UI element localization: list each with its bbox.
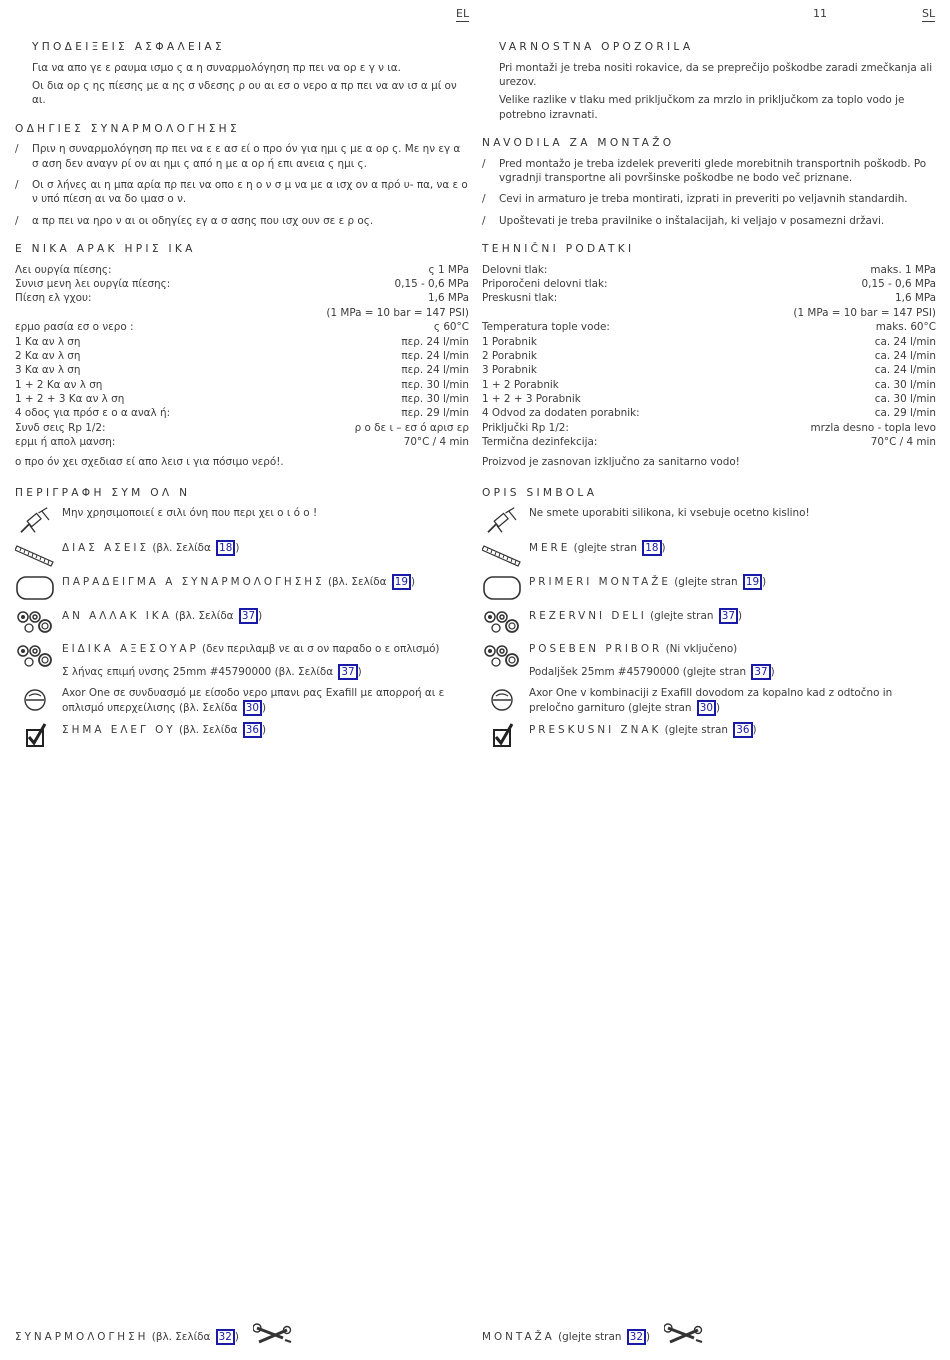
- page-link-37[interactable]: 37: [338, 664, 357, 680]
- el-assembly-item: / α πρ πει να ηρο ν αι οι οδηγίες εγ α σ ασης που ισχ ουν σε ε ρ ος.: [15, 214, 374, 227]
- page-link-32[interactable]: 32: [216, 1329, 235, 1345]
- tech-key: 1 + 2 + 3 Κα αν λ ση: [15, 392, 125, 405]
- page-link-18[interactable]: 18: [216, 540, 235, 556]
- tech-row: [15, 406, 469, 420]
- tech-key: Delovni tlak:: [482, 263, 548, 276]
- sl-symbol-exafill: Axor One v kombinaciji z Exafill dovodom za kopalno kad z odtočno in preločno garnituro (glejte stran 30 ): [482, 686, 936, 716]
- tech-key: 3 Porabnik: [482, 364, 537, 377]
- silicone-gun-icon: [15, 506, 55, 534]
- tech-row: [482, 406, 936, 420]
- rounded-rect-icon: [15, 574, 55, 602]
- el-symbol-exafill: Axor One σε συνδυασμό με είσοδο νερο μπανι ρας Exafill με απορροή αι ε οπλισμό υπερχείλισης (βλ. Σελίδα 30 ): [15, 686, 469, 716]
- tech-row: [15, 263, 469, 277]
- wrench-icon: [664, 1322, 704, 1352]
- sl-symbol-special: POSEBEN PRIBOR (Ni vključeno) Podaljšek 25mm #45790000 (glejte stran 37 ): [482, 642, 936, 679]
- sl-symbol-example: PRIMERI MONTAŽE (glejte stran 19 ): [482, 574, 936, 602]
- tech-row: [482, 320, 936, 334]
- sl-symbol-silicone: Ne smete uporabiti silikona, ki vsebuje ocetno kislino!: [482, 506, 936, 534]
- tech-row: [482, 277, 936, 291]
- sl-symbol-dimensions: MERE (glejte stran 18 ): [482, 540, 936, 568]
- ruler-icon: [15, 540, 55, 568]
- tech-value: περ. 30 l/min: [401, 392, 469, 405]
- tech-value: ca. 30 l/min: [874, 378, 936, 391]
- slovenian-column: [482, 36, 936, 756]
- sl-assembly-item: / Pred montažo je treba izdelek preveriti glede morebitnih transportnih poškodb. Po vgradnji transportne ali površinske poškodbe ne bodo več priznane.: [482, 157, 927, 185]
- sl-assembly-footer: MONTAŽA (glejte stran 32 ): [482, 1322, 704, 1352]
- tech-value: 1,6 MPa: [895, 292, 936, 305]
- tech-value: ca. 24 l/min: [874, 364, 936, 377]
- tech-value: mrzla desno - topla levo: [810, 421, 936, 434]
- tech-key: 2 Κα αν λ ση: [15, 349, 81, 362]
- tech-key: 3 Κα αν λ ση: [15, 364, 81, 377]
- accessories-icon: [15, 642, 55, 670]
- tech-value: 0,15 - 0,6 MPa: [394, 278, 469, 291]
- checkmark-box-icon: [15, 722, 55, 750]
- el-safety-line: Για να απο γε ε ραυμα ισμο ς α η συναρμολόγηση πρ πει να ορ ε γ ν ια.: [32, 61, 401, 74]
- sl-tech-title: TEHNIČNI PODATKI: [482, 243, 635, 256]
- tech-key: 1 + 2 + 3 Porabnik: [482, 392, 581, 405]
- tech-key: Συνδ σεις Rp 1/2:: [15, 421, 106, 434]
- el-symbol-silicone: Μην χρησιμοποιεί ε σιλι όνη που περι χει ο ι ό ο !: [15, 506, 469, 534]
- tech-value: περ. 29 l/min: [401, 407, 469, 420]
- tech-value: περ. 30 l/min: [401, 378, 469, 391]
- tech-key: Priključki Rp 1/2:: [482, 421, 569, 434]
- tech-key: Συνισ μενη λει ουργία πίεσης:: [15, 278, 171, 291]
- page-number: 11: [813, 7, 827, 20]
- sl-assembly-item: / Cevi in armaturo je treba montirati, izprati in preveriti po veljavnih standardih.: [482, 193, 908, 206]
- tech-key: 4 Odvod za dodaten porabnik:: [482, 407, 640, 420]
- page-link-37[interactable]: 37: [751, 664, 770, 680]
- greek-column: [15, 36, 469, 756]
- el-symbols-title: ΠΕΡΙΓΡΑΦΗ ΣΥΜ ΟΛ Ν: [15, 486, 191, 499]
- tech-row: [482, 335, 936, 349]
- tech-row: [482, 291, 936, 305]
- el-symbol-example: ΠΑΡΑΔΕΙΓΜΑ Α ΣΥΝΑΡΜΟΛΟΓΗΣΗΣ (βλ. Σελίδα 19 ): [15, 574, 469, 602]
- tech-row: [482, 263, 936, 277]
- sl-safety-line: Velike razlike v tlaku med priključkom za mrzlo in priključkom za toplo vodo je potrebno izravnati.: [499, 94, 905, 121]
- right-language-code: SL: [922, 7, 936, 20]
- el-safety-title: ΥΠΟΔΕΙΞΕΙΣ ΑΣΦΑΛΕΙΑΣ: [32, 41, 225, 53]
- el-symbol-dimensions: ΔΙΑΣ ΑΣΕΙΣ (βλ. Σελίδα 18 ): [15, 540, 469, 568]
- page-link-37[interactable]: 37: [719, 608, 738, 624]
- sl-safety-title: VARNOSTNA OPOZORILA: [499, 41, 694, 53]
- tech-value: ca. 29 l/min: [874, 407, 936, 420]
- el-assembly-footer: ΣΥΝΑΡΜΟΛΟΓΗΣΗ (βλ. Σελίδα 32 ): [15, 1322, 293, 1352]
- spare-parts-icon: [15, 608, 55, 636]
- tech-value: 70°C / 4 min: [403, 436, 469, 449]
- sl-symbol-test: PRESKUSNI ZNAK (glejte stran 36 ): [482, 722, 936, 750]
- tech-key: 1 Porabnik: [482, 335, 537, 348]
- tech-row: [482, 421, 936, 435]
- tech-value: ca. 24 l/min: [874, 335, 936, 348]
- page-link-18[interactable]: 18: [642, 540, 661, 556]
- spare-parts-icon: [482, 608, 522, 636]
- tech-value: ς 1 MPa: [428, 263, 469, 276]
- tech-value: περ. 24 l/min: [401, 364, 469, 377]
- el-assembly-item: / Πριν η συναρμολόγηση πρ πει να ε ε ασ εί ο προ όν για ημι ς με α ορ ς. Με ην εγ α σ αση δεν αναγν ρί ον αι ημι ς από η με α ορ ή επι ανεια ς ημι ς.: [15, 143, 461, 170]
- tech-row: [482, 349, 936, 363]
- sl-assembly-title: NAVODILA ZA MONTAŽO: [482, 137, 675, 150]
- tech-value: ρ ο δε ι – εσ ό αρισ ερ: [354, 421, 469, 434]
- tech-row: [15, 335, 469, 349]
- el-symbol-test: ΣΗΜΑ ΕΛΕΓ ΟΥ (βλ. Σελίδα 36 ): [15, 722, 469, 750]
- tech-value: ca. 30 l/min: [874, 392, 936, 405]
- tech-row: [15, 435, 469, 449]
- tech-row: [482, 378, 936, 392]
- tech-value: 0,15 - 0,6 MPa: [861, 278, 936, 291]
- sl-safety-line: Pri montaži je treba nositi rokavice, da se preprečijo poškodbe zaradi zmečkanja ali urezov.: [499, 61, 933, 88]
- tech-value: περ. 24 l/min: [401, 335, 469, 348]
- page-link-36[interactable]: 36: [243, 722, 262, 738]
- tech-row: [15, 277, 469, 291]
- el-safety-line: Οι δια ορ ς ης πίεσης με α ης σ νδεσης ρ ου αι εσ ο νερο α πρ πει να αν ισ α μί ον αι.: [32, 79, 457, 107]
- page-link-30[interactable]: 30: [243, 700, 262, 716]
- sl-tech-note: Proizvod je zasnovan izključno za sanitarno vodo!: [482, 456, 740, 469]
- tech-row: [482, 392, 936, 406]
- tech-row: [15, 363, 469, 377]
- tech-value: περ. 24 l/min: [401, 349, 469, 362]
- left-language-code: EL: [456, 7, 470, 20]
- tech-key: Termična dezinfekcija:: [482, 436, 598, 449]
- tech-row: [15, 320, 469, 334]
- rounded-rect-icon: [482, 574, 522, 602]
- tech-row: [15, 291, 469, 305]
- el-assembly-title: ΟΔΗΓΙΕΣ ΣΥΝΑΡΜΟΛΟΓΗΣΗΣ: [15, 122, 240, 135]
- tech-key: Temperatura tople vode:: [482, 321, 610, 334]
- drain-icon: [15, 686, 55, 714]
- silicone-gun-icon: [482, 506, 522, 534]
- tech-value: ca. 24 l/min: [874, 349, 936, 362]
- tech-row: [482, 435, 936, 449]
- tech-key: ερμο ρασία εσ ο νερο :: [15, 321, 134, 334]
- tech-key: Πίεση ελ γχου:: [15, 292, 92, 305]
- sl-symbols-title: OPIS SIMBOLA: [482, 486, 598, 499]
- tech-value: maks. 1 MPa: [870, 263, 936, 276]
- tech-value: (1 MPa = 10 bar = 147 PSI): [793, 306, 936, 319]
- tech-key: Priporočeni delovni tlak:: [482, 278, 608, 291]
- tech-value: (1 MPa = 10 bar = 147 PSI): [326, 306, 469, 319]
- tech-row: [15, 306, 469, 320]
- tech-row: [15, 349, 469, 363]
- tech-row: [482, 306, 936, 320]
- ruler-icon: [482, 540, 522, 568]
- drain-icon: [482, 686, 522, 714]
- tech-row: [15, 421, 469, 435]
- page-link-37[interactable]: 37: [239, 608, 258, 624]
- tech-key: ερμι ή απολ μανση:: [15, 436, 116, 449]
- accessories-icon: [482, 642, 522, 670]
- sl-tech-table: [482, 263, 936, 450]
- page-link-19[interactable]: 19: [743, 574, 762, 590]
- tech-key: 1 Κα αν λ ση: [15, 335, 81, 348]
- tech-row: [15, 378, 469, 392]
- tech-key: 2 Porabnik: [482, 349, 537, 362]
- tech-value: ς 60°C: [433, 321, 469, 334]
- tech-key: Preskusni tlak:: [482, 292, 558, 305]
- el-symbol-spare: ΑΝ ΑΛΛΑΚ ΙΚΑ (βλ. Σελίδα 37 ): [15, 608, 469, 636]
- el-assembly-item: / Οι σ λήνες αι η μπα αρία πρ πει να οπο ε η ο ν σ μ να με α ισχ ον α πρό υ- πα, να ε ο ν υπό πίεση αι να δο ιμασ ο ν.: [15, 179, 468, 206]
- sl-symbol-spare: REZERVNI DELI (glejte stran 37 ): [482, 608, 936, 636]
- tech-value: 70°C / 4 min: [870, 436, 936, 449]
- tech-key: 1 + 2 Κα αν λ ση: [15, 378, 103, 391]
- tech-key: Λει ουργία πίεσης:: [15, 263, 112, 276]
- checkmark-box-icon: [482, 722, 522, 750]
- page-link-36[interactable]: 36: [733, 722, 752, 738]
- page-link-30[interactable]: 30: [697, 700, 716, 716]
- el-tech-note: ο προ όν χει σχεδιασ εί απο λεισ ι για πόσιμο νερό!.: [15, 456, 284, 469]
- page-link-19[interactable]: 19: [392, 574, 411, 590]
- tech-key: 4 οδος για πρόσ ε ο α αναλ ή:: [15, 407, 171, 420]
- wrench-icon: [253, 1322, 293, 1352]
- tech-row: [15, 392, 469, 406]
- sl-assembly-item: / Upoštevati je treba pravilnike o inštalacijah, ki veljajo v posamezni državi.: [482, 214, 885, 227]
- el-tech-title: Ε ΝΙΚΑ ΑΡΑΚ ΗΡΙΣ ΙΚΑ: [15, 243, 196, 256]
- el-tech-table: [15, 263, 469, 450]
- el-symbol-special: ΕΙΔΙΚΑ ΑΞΕΣΟΥΑΡ (δεν περιλαμβ νε αι σ ον παραδο ο ε οπλισμό) Σ λήνας επιμή υνσης 25mm #45790000 (βλ. Σελίδα 37 ): [15, 642, 469, 679]
- page-link-32[interactable]: 32: [627, 1329, 646, 1345]
- tech-value: 1,6 MPa: [428, 292, 469, 305]
- tech-key: 1 + 2 Porabnik: [482, 378, 559, 391]
- tech-row: [482, 363, 936, 377]
- tech-value: maks. 60°C: [875, 321, 936, 334]
